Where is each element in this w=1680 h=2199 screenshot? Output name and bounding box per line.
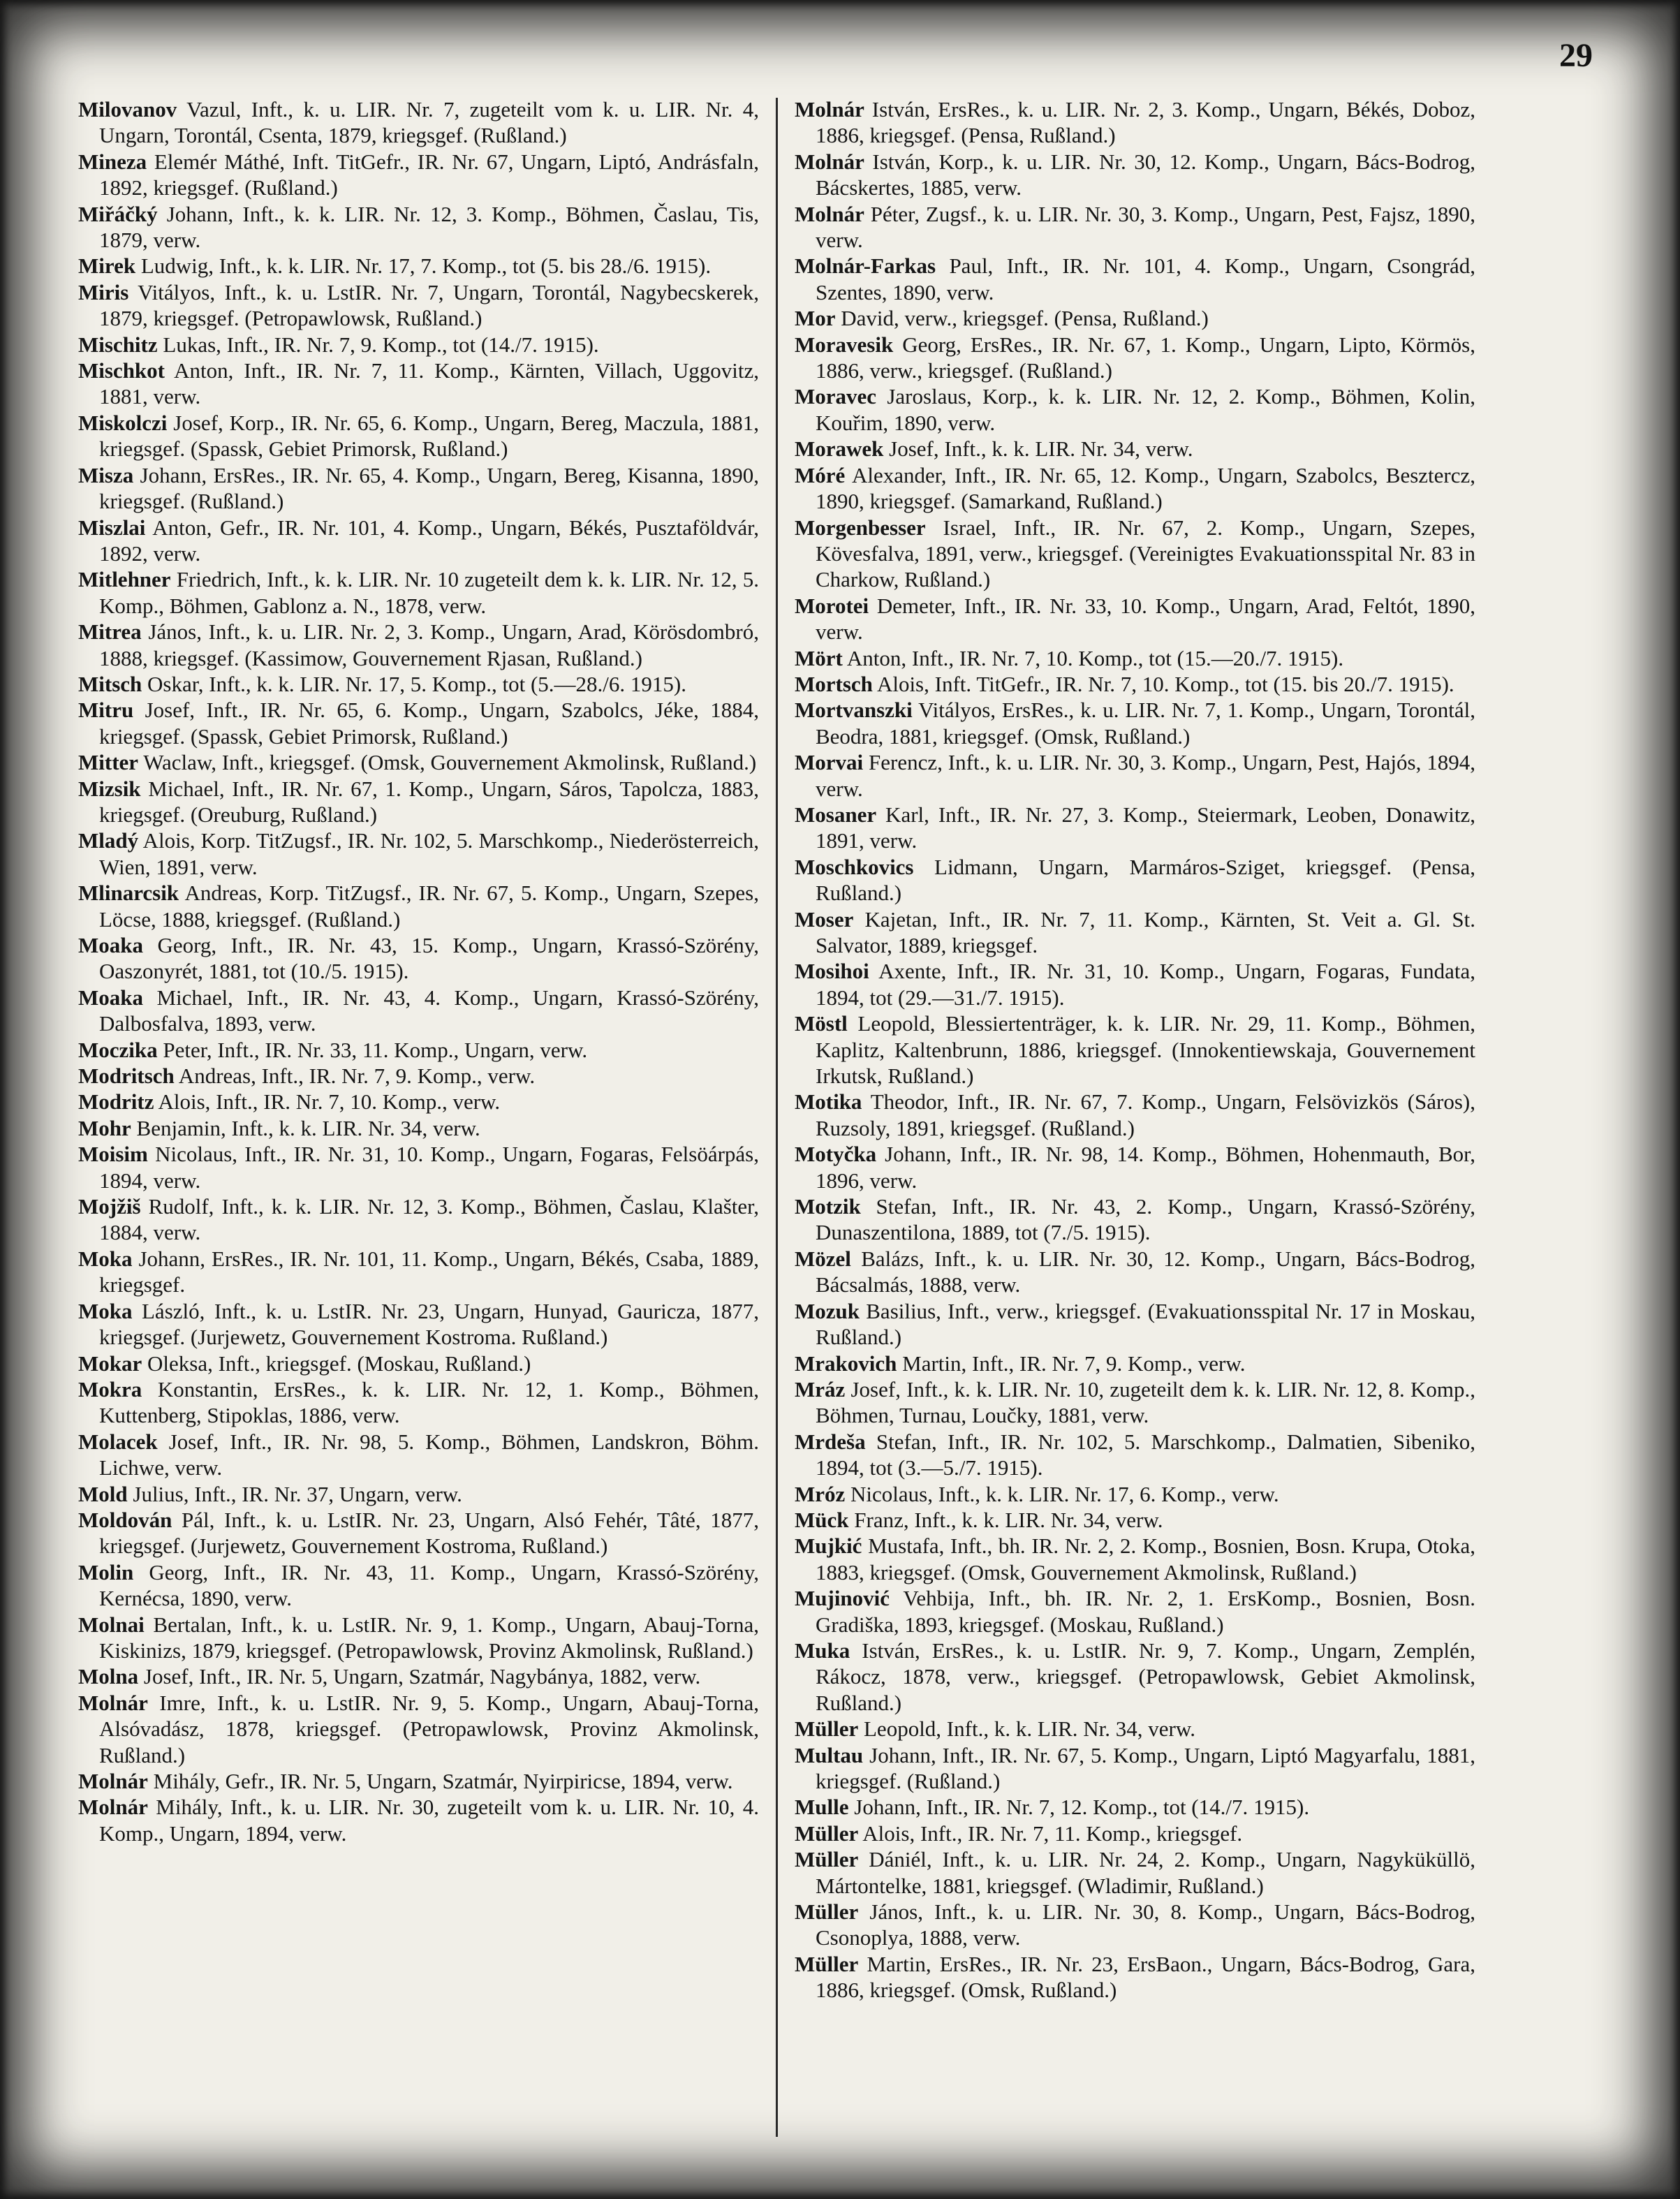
entry-surname: Mróz <box>795 1481 846 1506</box>
entry-surname: Moser <box>795 906 854 932</box>
roll-entry <box>795 462 1475 515</box>
roll-entry <box>795 645 1475 671</box>
entry-surname: Mitrea <box>78 619 142 645</box>
entry-surname: Mortsch <box>795 671 873 696</box>
entry-surname: Mitlehner <box>78 567 171 592</box>
roll-entry <box>78 776 759 828</box>
entry-surname: Molnai <box>78 1612 145 1637</box>
roll-entry <box>795 436 1475 462</box>
roll-entry <box>78 1193 759 1246</box>
entry-details: János, Inft., k. u. LIR. Nr. 30, 8. Komp., Ungarn, Bács-Bodrog, Csonoplya, 1888, verw. <box>816 1899 1475 1950</box>
entry-details: Georg, Inft., IR. Nr. 43, 11. Komp., Ungarn, Krassó-Szörény, Kernécsa, 1890, verw. <box>99 1559 759 1611</box>
entry-details: Andreas, Inft., IR. Nr. 7, 9. Komp., verw. <box>174 1064 536 1089</box>
roll-entry <box>795 593 1475 645</box>
entry-details: Josef, Korp., IR. Nr. 65, 6. Komp., Ungarn, Bereg, Maczula, 1881, kriegsgef. (Spassk, Gebiet Primorsk, Rußland.) <box>99 410 759 462</box>
roll-entry <box>795 1638 1475 1716</box>
roll-entry <box>795 1141 1475 1193</box>
roll-entry <box>78 697 759 749</box>
entry-surname: Motzik <box>795 1194 861 1219</box>
entry-surname: Mitter <box>78 750 139 775</box>
entry-surname: Mujinović <box>795 1586 890 1611</box>
entry-details: Jaroslaus, Korp., k. k. LIR. Nr. 12, 2. Komp., Böhmen, Kolin, Kouřim, 1890, verw. <box>816 384 1475 435</box>
entry-surname: Molnár <box>78 1769 148 1793</box>
entry-details: Elemér Máthé, Inft. TitGefr., IR. Nr. 67, Ungarn, Liptó, Andrásfaln, 1892, kriegsgef. (Rußland.) <box>99 149 759 200</box>
entry-surname: Müller <box>795 1847 859 1872</box>
entry-details: David, verw., kriegsgef. (Pensa, Rußland.) <box>835 306 1209 331</box>
entry-details: Theodor, Inft., IR. Nr. 67, 7. Komp., Ungarn, Felsövizkös (Sáros), Ruzsoly, 1891, kriegsgef. (Rußland.) <box>816 1089 1475 1140</box>
entry-surname: Moisim <box>78 1142 148 1167</box>
entry-surname: Müller <box>795 1821 859 1846</box>
entry-surname: Mischitz <box>78 332 158 357</box>
entry-details: Peter, Inft., IR. Nr. 33, 11. Komp., Ungarn, verw. <box>157 1037 588 1062</box>
entry-details: Pál, Inft., k. u. LstIR. Nr. 23, Ungarn, Alsó Fehér, Tâté, 1877, kriegsgef. (Jurjewetz, Gouvernement Kostroma, Rußland.) <box>99 1507 759 1559</box>
entry-details: Péter, Zugsf., k. u. LIR. Nr. 30, 3. Komp., Ungarn, Pest, Fajsz, 1890, verw. <box>816 201 1475 253</box>
entry-surname: Müller <box>795 1716 859 1742</box>
entry-details: Martin, Inft., IR. Nr. 7, 9. Komp., verw. <box>897 1351 1246 1376</box>
roll-entry <box>795 1794 1475 1820</box>
roll-entry <box>795 697 1475 749</box>
entry-details: Alois, Korp. TitZugsf., IR. Nr. 102, 5. Marschkomp., Niederösterreich, Wien, 1891, verw. <box>99 828 759 879</box>
entry-details: Lukas, Inft., IR. Nr. 7, 9. Komp., tot (14./7. 1915). <box>157 332 599 357</box>
entry-surname: Mrdeša <box>795 1429 866 1454</box>
roll-entry <box>78 1246 759 1298</box>
entry-surname: Mohr <box>78 1115 131 1140</box>
entry-details: Vitályos, ErsRes., k. u. LIR. Nr. 7, 1. Komp., Ungarn, Torontál, Beodra, 1881, kriegsgef. (Omsk, Rußland.) <box>816 698 1475 749</box>
roll-entry <box>78 1429 759 1481</box>
roll-entry <box>78 1351 759 1376</box>
column-divider <box>776 98 778 2137</box>
entry-details: Basilius, Inft., verw., kriegsgef. (Evakuationsspital Nr. 17 in Moskau, Rußland.) <box>816 1298 1475 1350</box>
entry-details: Vitályos, Inft., k. u. LstIR. Nr. 7, Ungarn, Torontál, Nagybecskerek, 1879, kriegsgef. (Petropawlowsk, Rußland.) <box>99 279 759 331</box>
roll-entry <box>795 149 1475 201</box>
roll-entry <box>795 201 1475 253</box>
roll-entry <box>795 305 1475 331</box>
roll-entry <box>795 1089 1475 1141</box>
entry-details: Kajetan, Inft., IR. Nr. 7, 11. Komp., Kärnten, St. Veit a. Gl. St. Salvator, 1889, kriegsgef. <box>816 906 1475 957</box>
entry-details: Balázs, Inft., k. u. LIR. Nr. 30, 12. Komp., Ungarn, Bács-Bodrog, Bácsalmás, 1888, verw. <box>816 1246 1475 1297</box>
roll-entry <box>78 149 759 201</box>
entry-details: Nicolaus, Inft., k. k. LIR. Nr. 17, 6. Komp., verw. <box>845 1481 1279 1506</box>
roll-entry <box>78 462 759 515</box>
entry-surname: Mokra <box>78 1376 142 1402</box>
roll-entry <box>78 1141 759 1193</box>
entry-surname: Mujkić <box>795 1534 862 1559</box>
roll-entry <box>795 1951 1475 2003</box>
entry-surname: Mischkot <box>78 358 165 383</box>
roll-entry <box>78 201 759 253</box>
roll-entry <box>78 1507 759 1559</box>
entry-surname: Mortvanszki <box>795 698 913 723</box>
roll-entry <box>795 1429 1475 1481</box>
roll-entry <box>78 932 759 985</box>
entry-details: Rudolf, Inft., k. k. LIR. Nr. 12, 3. Komp., Böhmen, Časlau, Klašter, 1884, verw. <box>99 1194 759 1245</box>
roll-entry <box>78 619 759 671</box>
entry-surname: Moravec <box>795 384 877 409</box>
entry-details: Josef, Inft., IR. Nr. 98, 5. Komp., Böhmen, Landskron, Böhm. Lichwe, verw. <box>99 1429 759 1480</box>
entry-details: Waclaw, Inft., kriegsgef. (Omsk, Gouvernement Akmolinsk, Rußland.) <box>138 750 757 775</box>
entry-details: Alois, Inft. TitGefr., IR. Nr. 7, 10. Komp., tot (15. bis 20./7. 1915). <box>872 671 1454 696</box>
roll-entry <box>795 383 1475 436</box>
entry-details: Johann, Inft., k. k. LIR. Nr. 12, 3. Komp., Böhmen, Časlau, Tis, 1879, verw. <box>99 201 759 253</box>
roll-entry <box>78 566 759 619</box>
entry-surname: Modritsch <box>78 1064 175 1089</box>
entry-surname: Misza <box>78 462 134 487</box>
entry-surname: Móré <box>795 462 846 487</box>
entry-surname: Mineza <box>78 149 147 174</box>
roll-entry <box>795 1298 1475 1351</box>
entry-surname: Molnár <box>78 1690 148 1715</box>
entry-details: Karl, Inft., IR. Nr. 27, 3. Komp., Steiermark, Leoben, Donawitz, 1891, verw. <box>816 802 1475 853</box>
roll-entry <box>795 1507 1475 1533</box>
entry-details: Leopold, Inft., k. k. LIR. Nr. 34, verw. <box>858 1716 1195 1742</box>
entry-details: Vazul, Inft., k. u. LIR. Nr. 7, zugeteilt vom k. u. LIR. Nr. 4, Ungarn, Torontál, Csenta, 1879, kriegsgef. (Rußland.) <box>99 97 759 148</box>
roll-entry <box>795 1376 1475 1429</box>
roll-entry <box>795 253 1475 305</box>
entry-details: Lidmann, Ungarn, Marmáros-Sziget, kriegsgef. (Pensa, Rußland.) <box>816 854 1475 906</box>
roll-entry <box>795 1351 1475 1376</box>
roll-entry <box>795 96 1475 149</box>
entry-details: Josef, Inft., IR. Nr. 5, Ungarn, Szatmár, Nagybánya, 1882, verw. <box>138 1664 701 1689</box>
entry-details: Johann, Inft., IR. Nr. 98, 14. Komp., Böhmen, Hohenmauth, Bor, 1896, verw. <box>816 1142 1475 1193</box>
entry-details: Georg, ErsRes., IR. Nr. 67, 1. Komp., Ungarn, Lipto, Körmös, 1886, verw., kriegsgef. (Rußland.) <box>816 332 1475 383</box>
entry-details: Imre, Inft., k. u. LstIR. Nr. 9, 5. Komp., Ungarn, Abauj-Torna, Alsóvadász, 1878, kriegsgef. (Petropawlowsk, Provinz Akmolinsk, Rußland.) <box>99 1690 759 1767</box>
entry-surname: Moka <box>78 1298 133 1323</box>
entry-details: Dániél, Inft., k. u. LIR. Nr. 24, 2. Komp., Ungarn, Nagyküküllö, Mártontelke, 1881, kriegsgef. (Wladimir, Rußland.) <box>816 1847 1475 1898</box>
entry-surname: Moldován <box>78 1507 172 1532</box>
entry-surname: Mladý <box>78 828 139 853</box>
roll-entry <box>795 332 1475 384</box>
entry-details: Michael, Inft., IR. Nr. 43, 4. Komp., Ungarn, Krassó-Szörény, Dalbosfalva, 1893, verw. <box>99 985 759 1036</box>
roll-entry <box>78 1115 759 1141</box>
entry-surname: Motika <box>795 1089 862 1115</box>
entry-surname: Multau <box>795 1742 864 1767</box>
roll-entry <box>78 332 759 358</box>
entry-surname: Mosaner <box>795 802 877 827</box>
roll-entry <box>795 749 1475 802</box>
roll-entry <box>795 1533 1475 1585</box>
roll-entry <box>78 1376 759 1429</box>
entry-surname: Moczika <box>78 1037 158 1062</box>
entry-surname: Molnár <box>78 1795 148 1820</box>
roll-entry <box>78 828 759 880</box>
entry-details: Johann, Inft., IR. Nr. 67, 5. Komp., Ungarn, Liptó Magyarfalu, 1881, kriegsgef. (Rußland.) <box>816 1742 1475 1793</box>
entry-surname: Mor <box>795 306 836 331</box>
entry-details: Paul, Inft., IR. Nr. 101, 4. Komp., Ungarn, Csongrád, Szentes, 1890, verw. <box>816 253 1475 304</box>
entry-details: Stefan, Inft., IR. Nr. 102, 5. Marschkomp., Dalmatien, Sibeniko, 1894, tot (3.—5./7. 1915). <box>816 1429 1475 1480</box>
roll-entry <box>78 749 759 775</box>
entry-details: Anton, Inft., IR. Nr. 7, 10. Komp., tot (15.—20./7. 1915). <box>842 645 1344 670</box>
roll-entry <box>78 1794 759 1846</box>
entry-details: Alois, Inft., IR. Nr. 7, 10. Komp., verw. <box>154 1089 501 1115</box>
entry-details: István, ErsRes., k. u. LstIR. Nr. 9, 7. Komp., Ungarn, Zemplén, Rákocz, 1878, verw., kriegsgef. (Petropawlowsk, Gebiet Akmolinsk, Rußland.) <box>816 1638 1475 1715</box>
entry-surname: Molin <box>78 1559 134 1584</box>
roll-entry <box>795 906 1475 959</box>
roll-entry <box>78 1612 759 1664</box>
right-column <box>795 96 1475 2003</box>
entry-surname: Muka <box>795 1638 850 1663</box>
roll-entry <box>78 279 759 332</box>
roll-entry <box>795 1846 1475 1899</box>
entry-surname: Molnár-Farkas <box>795 253 936 279</box>
entry-surname: Molnár <box>795 97 864 122</box>
entry-details: Franz, Inft., k. k. LIR. Nr. 34, verw. <box>848 1507 1163 1532</box>
entry-surname: Morotei <box>795 593 869 618</box>
entry-surname: Mlinarcsik <box>78 881 179 906</box>
entry-surname: Mück <box>795 1507 849 1532</box>
entry-details: Anton, Gefr., IR. Nr. 101, 4. Komp., Ungarn, Békés, Pusztaföldvár, 1892, verw. <box>99 515 759 566</box>
entry-details: Anton, Inft., IR. Nr. 7, 11. Komp., Kärnten, Villach, Uggovitz, 1881, verw. <box>99 358 759 409</box>
entry-details: Johann, ErsRes., IR. Nr. 101, 11. Komp., Ungarn, Békés, Csaba, 1889, kriegsgef. <box>99 1246 759 1297</box>
entry-details: Alexander, Inft., IR. Nr. 65, 12. Komp., Ungarn, Szabolcs, Besztercz, 1890, kriegsgef. (Samarkand, Rußland.) <box>816 462 1475 514</box>
entry-surname: Müller <box>795 1899 859 1925</box>
entry-surname: Moaka <box>78 985 143 1010</box>
page-number: 29 <box>1559 37 1593 74</box>
roll-entry <box>78 1481 759 1507</box>
entry-details: Nicolaus, Inft., IR. Nr. 31, 10. Komp., Ungarn, Fogaras, Felsöárpás, 1894, verw. <box>99 1142 759 1193</box>
roll-entry <box>78 1037 759 1063</box>
roll-entry <box>795 802 1475 854</box>
roll-entry <box>795 854 1475 906</box>
roll-entry <box>795 1821 1475 1846</box>
entry-surname: Mitru <box>78 698 134 723</box>
entry-surname: Morawek <box>795 436 884 462</box>
roll-entry <box>795 1716 1475 1742</box>
roll-entry <box>78 1559 759 1612</box>
roll-entry <box>795 1010 1475 1089</box>
entry-surname: Mosihoi <box>795 959 869 984</box>
roll-entry <box>78 1768 759 1794</box>
entry-details: Vehbija, Inft., bh. IR. Nr. 2, 1. ErsKomp., Bosnien, Bosn. Gradiška, 1893, kriegsgef. (Moskau, Rußland.) <box>816 1586 1475 1637</box>
entry-surname: Mojžiš <box>78 1194 141 1219</box>
roll-entry <box>78 1690 759 1768</box>
entry-details: Oskar, Inft., k. k. LIR. Nr. 17, 5. Komp., tot (5.—28./6. 1915). <box>142 671 686 696</box>
entry-surname: Moravesik <box>795 332 894 357</box>
roll-entry <box>795 958 1475 1010</box>
entry-surname: Mokar <box>78 1351 142 1376</box>
entry-surname: Mrakovich <box>795 1351 897 1376</box>
roll-entry <box>795 1246 1475 1298</box>
roll-entry <box>78 1663 759 1689</box>
entry-surname: Molacek <box>78 1429 158 1454</box>
entry-details: Andreas, Korp. TitZugsf., IR. Nr. 67, 5. Komp., Ungarn, Szepes, Löcse, 1888, kriegsgef. (Rußland.) <box>99 881 759 932</box>
entry-details: Mihály, Inft., k. u. LIR. Nr. 30, zugeteilt vom k. u. LIR. Nr. 10, 4. Komp., Ungarn, 1894, verw. <box>99 1795 759 1846</box>
entry-surname: Mözel <box>795 1246 851 1271</box>
roll-entry <box>795 1742 1475 1795</box>
entry-surname: Möstl <box>795 1011 848 1036</box>
roll-entry <box>78 1089 759 1115</box>
entry-surname: Milovanov <box>78 97 177 122</box>
entry-details: Leopold, Blessiertenträger, k. k. LIR. Nr. 29, 11. Komp., Böhmen, Kaplitz, Kaltenbrunn, 1886, kriegsgef. (Innokentiewskaja, Gouvernement Irkutsk, Rußland.) <box>816 1011 1475 1089</box>
entry-details: Ferencz, Inft., k. u. LIR. Nr. 30, 3. Komp., Ungarn, Pest, Hajós, 1894, verw. <box>816 750 1475 801</box>
roll-entry <box>78 96 759 149</box>
entry-details: Konstantin, ErsRes., k. k. LIR. Nr. 12, 1. Komp., Böhmen, Kuttenberg, Stipoklas, 1886, verw. <box>99 1376 759 1428</box>
entry-details: Josef, Inft., IR. Nr. 65, 6. Komp., Ungarn, Szabolcs, Jéke, 1884, kriegsgef. (Spassk, Gebiet Primorsk, Rußland.) <box>99 698 759 749</box>
entry-details: Alois, Inft., IR. Nr. 7, 11. Komp., kriegsgef. <box>858 1821 1243 1846</box>
entry-details: Mihály, Gefr., IR. Nr. 5, Ungarn, Szatmár, Nyirpiricse, 1894, verw. <box>147 1769 733 1793</box>
roll-entry <box>78 515 759 567</box>
entry-details: Bertalan, Inft., k. u. LstIR. Nr. 9, 1. Komp., Ungarn, Abauj-Torna, Kiskinizs, 1879, kriegsgef. (Petropawlowsk, Provinz Akmolinsk, Rußland.) <box>99 1612 759 1663</box>
roll-entry <box>78 1298 759 1351</box>
roll-entry <box>78 985 759 1037</box>
entry-surname: Mulle <box>795 1795 849 1820</box>
entry-details: István, ErsRes., k. u. LIR. Nr. 2, 3. Komp., Ungarn, Békés, Doboz, 1886, kriegsgef. (Pensa, Rußland.) <box>816 97 1475 148</box>
entry-surname: Mirek <box>78 253 136 279</box>
entry-surname: Modritz <box>78 1089 154 1115</box>
entry-surname: Mozuk <box>795 1298 860 1323</box>
entry-surname: Müller <box>795 1951 859 1976</box>
entry-surname: Moaka <box>78 933 143 957</box>
entry-details: Israel, Inft., IR. Nr. 67, 2. Komp., Ungarn, Szepes, Kövesfalva, 1891, verw., kriegsgef. (Vereinigtes Evakuationsspital Nr. 83 in Charkow, Rußland.) <box>816 515 1475 592</box>
entry-surname: Moschkovics <box>795 854 914 879</box>
roll-entry <box>78 671 759 697</box>
roll-entry <box>78 358 759 410</box>
entry-surname: Mizsik <box>78 776 141 801</box>
entry-surname: Molna <box>78 1664 139 1689</box>
entry-surname: Morvai <box>795 750 864 775</box>
roll-entry <box>795 1585 1475 1638</box>
entry-surname: Mört <box>795 645 843 670</box>
roll-entry <box>78 1063 759 1089</box>
entry-details: Friedrich, Inft., k. k. LIR. Nr. 10 zugeteilt dem k. k. LIR. Nr. 12, 5. Komp., Böhmen, Gablonz a. N., 1878, verw. <box>99 567 759 618</box>
roll-entry <box>78 253 759 279</box>
entry-surname: Morgenbesser <box>795 515 926 540</box>
entry-surname: Moka <box>78 1246 133 1271</box>
roll-entry <box>795 1193 1475 1246</box>
entry-details: Mustafa, Inft., bh. IR. Nr. 2, 2. Komp., Bosnien, Bosn. Krupa, Otoka, 1883, kriegsgef. (Omsk, Gouvernement Akmolinsk, Rußland.) <box>816 1534 1475 1584</box>
entry-surname: Miszlai <box>78 515 146 540</box>
entry-details: Axente, Inft., IR. Nr. 31, 10. Komp., Ungarn, Fogaras, Fundata, 1894, tot (29.—31./7. 1915). <box>816 959 1475 1010</box>
entry-surname: Mold <box>78 1481 128 1506</box>
entry-details: Johann, Inft., IR. Nr. 7, 12. Komp., tot (14./7. 1915). <box>848 1795 1310 1820</box>
roll-entry <box>795 1481 1475 1507</box>
entry-details: Michael, Inft., IR. Nr. 67, 1. Komp., Ungarn, Sáros, Tapolcza, 1883, kriegsgef. (Oreuburg, Rußland.) <box>99 776 759 827</box>
entry-details: Johann, ErsRes., IR. Nr. 65, 4. Komp., Ungarn, Bereg, Kisanna, 1890, kriegsgef. (Rußland.) <box>99 462 759 514</box>
entry-details: Georg, Inft., IR. Nr. 43, 15. Komp., Ungarn, Krassó-Szörény, Oaszonyrét, 1881, tot (10./5. 1915). <box>99 933 759 984</box>
entry-surname: Mráz <box>795 1376 846 1402</box>
entry-details: Josef, Inft., k. k. LIR. Nr. 10, zugeteilt dem k. k. LIR. Nr. 12, 8. Komp., Böhmen, Turnau, Loučky, 1881, verw. <box>816 1376 1475 1428</box>
roll-entry <box>795 515 1475 593</box>
entry-details: Demeter, Inft., IR. Nr. 33, 10. Komp., Ungarn, Arad, Feltót, 1890, verw. <box>816 593 1475 645</box>
entry-details: Ludwig, Inft., k. k. LIR. Nr. 17, 7. Komp., tot (5. bis 28./6. 1915). <box>135 253 712 279</box>
entry-details: Julius, Inft., IR. Nr. 37, Ungarn, verw. <box>127 1481 462 1506</box>
entry-details: Oleksa, Inft., kriegsgef. (Moskau, Rußland.) <box>142 1351 531 1376</box>
entry-surname: Mitsch <box>78 671 142 696</box>
roll-entry <box>795 671 1475 697</box>
entry-surname: Miřáčký <box>78 201 158 226</box>
entry-details: István, Korp., k. u. LIR. Nr. 30, 12. Komp., Ungarn, Bács-Bodrog, Bácskertes, 1885, verw. <box>816 149 1475 200</box>
entry-details: László, Inft., k. u. LstIR. Nr. 23, Ungarn, Hunyad, Gauricza, 1877, kriegsgef. (Jurjewetz, Gouvernement Kostroma. Rußland.) <box>99 1298 759 1350</box>
left-column <box>78 96 759 1846</box>
roll-entry <box>795 1899 1475 1951</box>
entry-details: Martin, ErsRes., IR. Nr. 23, ErsBaon., Ungarn, Bács-Bodrog, Gara, 1886, kriegsgef. (Omsk, Rußland.) <box>816 1951 1475 2003</box>
entry-details: János, Inft., k. u. LIR. Nr. 2, 3. Komp., Ungarn, Arad, Körösdombró, 1888, kriegsgef. (Kassimow, Gouvernement Rjasan, Rußland.) <box>99 619 759 670</box>
roll-entry <box>78 880 759 932</box>
roll-entry <box>78 410 759 462</box>
entry-surname: Motyčka <box>795 1142 877 1167</box>
entry-surname: Molnár <box>795 201 864 226</box>
entry-surname: Molnár <box>795 149 864 174</box>
entry-details: Stefan, Inft., IR. Nr. 43, 2. Komp., Ungarn, Krassó-Szörény, Dunaszentilona, 1889, tot (7./5. 1915). <box>816 1194 1475 1245</box>
entry-details: Josef, Inft., k. k. LIR. Nr. 34, verw. <box>883 436 1193 462</box>
entry-surname: Miris <box>78 279 129 304</box>
entry-details: Benjamin, Inft., k. k. LIR. Nr. 34, verw. <box>131 1115 480 1140</box>
entry-surname: Miskolczi <box>78 410 168 435</box>
